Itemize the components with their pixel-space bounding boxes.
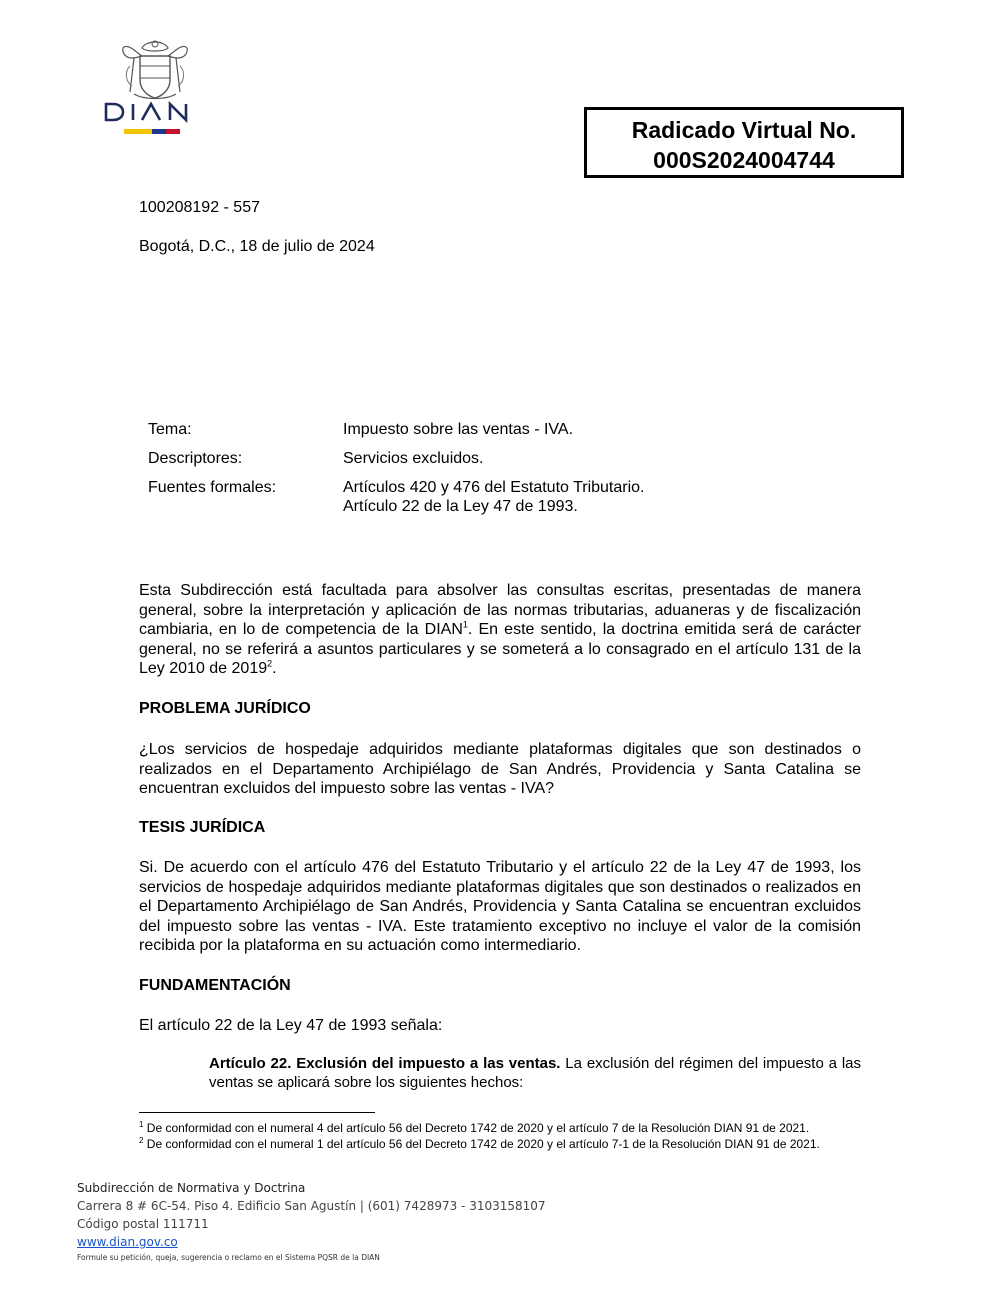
intro-paragraph [139,581,861,679]
footer-note: Formule su petición, queja, sugerencia o reclamo en el Sistema PQSR de la DIAN [77,1253,380,1262]
footnote-1 [139,1121,861,1135]
descriptores-label: Descriptores: [148,450,243,467]
footer-postal: Código postal 111711 [77,1217,209,1231]
problema-paragraph: ¿Los servicios de hospedaje adquiridos mediante plataformas digitales que son destinados o realizados en el Departamento Archipiélago de San Andrés, Providencia y Santa Catalina se encuentran excluidos del impuesto sobre las ventas - IVA? [139,741,861,798]
tesis-paragraph: Si. De acuerdo con el artículo 476 del Estatuto Tributario y el artículo 22 de la Ley 47 de 1993, los servicios de hospedaje adquiridos mediante plataformas digitales que son destinados o realizados en el Departamento Archipiélago de San Andrés, Providencia y Santa Catalina se encuentran excluidos del impuesto sobre las ventas - IVA. Este tratamiento exceptivo no incluye el valor de la comisión recibida por la plataforma en su actuación como intermediario. [139,859,861,955]
reference-number: 100208192 - 557 [139,199,260,216]
fuentes-label: Fuentes formales: [148,479,277,496]
footnote-2 [139,1137,861,1151]
footnote-1-number: 1 [139,1120,144,1129]
article-quote-title: Artículo 22. Exclusión del impuesto a las ventas. [209,1055,561,1072]
footnote-1-text: De conformidad con el numeral 4 del artículo 56 del Decreto 1742 de 2020 y el artículo 7 de la Resolución DIAN 91 de 2021. [143,1121,810,1135]
footer-website-link[interactable]: www.dian.gov.co [77,1235,178,1249]
coat-of-arms-icon [104,36,206,140]
tema-label: Tema: [148,421,192,438]
tema-value: Impuesto sobre las ventas - IVA. [343,421,574,438]
fuentes-value-1: Artículos 420 y 476 del Estatuto Tributario. [343,479,645,496]
footer-address: Carrera 8 # 6C-54. Piso 4. Edificio San Agustín | (601) 7428973 - 3103158107 [77,1199,546,1213]
article-quote-text: La exclusión del régimen del impuesto a las ventas se aplicará sobre los siguientes hechos: [209,1055,861,1091]
footer-office: Subdirección de Normativa y Doctrina [77,1181,306,1195]
footnote-divider [139,1112,375,1113]
fuentes-value-2: Artículo 22 de la Ley 47 de 1993. [343,498,578,515]
footnote-ref-2: 2 [267,659,273,670]
fundamentacion-intro: El artículo 22 de la Ley 47 de 1993 señala: [139,1017,443,1034]
fundamentacion-heading: FUNDAMENTACIÓN [139,977,291,994]
radicado-number: 000S2024004744 [653,147,835,173]
date-line: Bogotá, D.C., 18 de julio de 2024 [139,238,375,255]
tesis-heading: TESIS JURÍDICA [139,819,266,836]
dian-logo [104,36,206,140]
descriptores-value: Servicios excluidos. [343,450,484,467]
radicado-box [584,107,904,178]
footnote-2-text: De conformidad con el numeral 1 del artículo 56 del Decreto 1742 de 2020 y el artículo 7-1 de la Resolución DIAN 91 de 2021. [143,1137,820,1151]
footnote-2-number: 2 [139,1136,144,1145]
problema-heading: PROBLEMA JURÍDICO [139,700,311,717]
intro-part-1: Esta Subdirección está facultada para absolver las consultas escritas, presentadas de manera general, sobre la interpretación y aplicación de las normas tributarias, aduaneras y de fiscalización cambiaria, en lo de competencia de la DIAN [139,582,861,639]
intro-part-2: . En este sentido, la doctrina emitida será de carácter general, no se referirá a asuntos particulares y se someterá a lo consagrado en el artículo 131 de la Ley 2010 de 2019 [139,621,861,678]
footnote-ref-1: 1 [462,619,468,630]
article-quote [209,1054,861,1092]
intro-part-3: . [272,660,277,678]
radicado-title: Radicado Virtual No. [631,117,857,143]
